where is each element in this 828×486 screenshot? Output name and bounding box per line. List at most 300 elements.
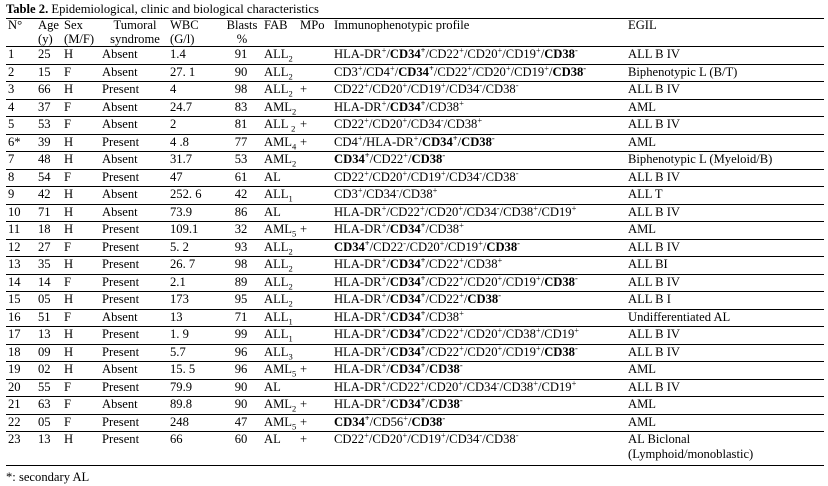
egil-classification: ALL B IV xyxy=(628,47,680,62)
cell-immunophenotypic-profile: HLA-DR+/CD22+/CD20+/CD34-/CD38+/CD19+ xyxy=(334,377,577,394)
cell-egil xyxy=(626,292,824,310)
cell-sex: H xyxy=(64,187,74,202)
marker-name: CD19 xyxy=(541,379,572,394)
marker-name: CD34 xyxy=(334,152,365,167)
cell-blasts: 86 xyxy=(234,204,248,219)
marker xyxy=(429,272,464,289)
marker-expression: + xyxy=(364,150,370,160)
header-tumoral-syndrome: Tumoral syndrome xyxy=(110,18,160,46)
marker xyxy=(334,377,387,394)
marker xyxy=(467,342,503,359)
cell-egil xyxy=(626,117,824,135)
cell-fab xyxy=(262,414,298,432)
cell-sex: H xyxy=(64,292,74,307)
cell-egil xyxy=(626,309,824,327)
marker-name: CD38 xyxy=(505,327,536,342)
marker xyxy=(334,292,386,306)
marker xyxy=(390,397,426,411)
marker-name: HLA-DR xyxy=(334,327,382,342)
cell-tumoral-syndrome: Present xyxy=(102,169,140,184)
marker-expression: + xyxy=(420,290,426,300)
cell-sex: F xyxy=(64,169,72,184)
marker-expression: + xyxy=(505,62,511,73)
cell-immunophenotypic-profile: HLA-DR+/CD34+/CD22+/CD20+/CD38+/CD19+ xyxy=(334,325,580,342)
cell-fab xyxy=(262,397,298,415)
cell-sex: H xyxy=(64,134,74,149)
marker xyxy=(544,272,578,289)
cell-no: 18 xyxy=(8,344,21,359)
marker-name: CD22 xyxy=(429,274,460,289)
marker xyxy=(334,202,387,219)
marker-name: CD22 xyxy=(334,117,365,132)
marker-name: CD34 xyxy=(334,414,365,429)
cell-blasts: 98 xyxy=(234,82,248,97)
marker-name: CD22 xyxy=(429,344,460,359)
marker-expression: - xyxy=(496,202,500,213)
marker xyxy=(429,327,464,341)
marker-name: CD20 xyxy=(428,204,459,219)
cell-age: 05 xyxy=(38,414,51,429)
cell-sex: F xyxy=(64,64,72,79)
marker-expression: + xyxy=(381,325,387,335)
cell-wbc: 73.9 xyxy=(170,204,193,219)
marker-expression: + xyxy=(459,255,464,265)
fab-type: AL xyxy=(264,169,281,184)
cell-egil xyxy=(626,99,824,117)
cell-fab xyxy=(262,432,298,466)
marker-name: CD4 xyxy=(334,134,358,149)
table-row xyxy=(6,379,824,397)
marker-expression: + xyxy=(420,255,426,265)
cell-no: 1 xyxy=(8,47,15,62)
cell-fab xyxy=(262,47,298,65)
cell-wbc: 252. 6 xyxy=(170,187,202,202)
marker-expression: + xyxy=(419,202,425,213)
cell-sex: F xyxy=(64,99,72,114)
cell-mpo xyxy=(298,47,332,65)
cell-age: 71 xyxy=(38,204,51,219)
marker-name: CD20 xyxy=(372,82,403,97)
marker-name: CD34 xyxy=(366,187,397,202)
cell-sex: F xyxy=(64,397,72,412)
cell-sex: H xyxy=(64,257,74,272)
marker-expression: + xyxy=(459,290,464,300)
marker-expression: + xyxy=(533,377,538,388)
cell-no: 19 xyxy=(8,362,21,377)
cell-fab xyxy=(262,274,298,292)
marker-expression: + xyxy=(533,202,538,213)
marker xyxy=(467,257,502,271)
marker xyxy=(506,47,541,61)
marker-name: HLA-DR xyxy=(334,222,382,237)
cell-no: 22 xyxy=(8,414,21,429)
egil-classification: ALL T xyxy=(628,187,663,202)
cell-blasts: 71 xyxy=(234,309,248,324)
cell-blasts: 93 xyxy=(234,239,248,254)
marker-expression: - xyxy=(403,237,407,248)
marker-expression: + xyxy=(467,62,473,73)
cell-wbc: 26. 7 xyxy=(170,257,196,272)
marker xyxy=(544,327,579,341)
cell-egil xyxy=(626,257,824,275)
cell-sex: H xyxy=(64,47,74,62)
marker xyxy=(334,257,386,271)
marker xyxy=(373,237,407,254)
fab-subtype: 5 xyxy=(292,421,297,432)
marker xyxy=(411,432,446,446)
cell-no: 21 xyxy=(8,397,21,412)
egil-classification: ALL B IV xyxy=(628,169,680,184)
marker xyxy=(334,82,369,96)
cell-no: 20 xyxy=(8,379,21,394)
marker xyxy=(334,397,386,411)
cell-egil xyxy=(626,397,824,415)
cell-immunophenotypic-profile: HLA-DR+/CD34+/CD38+ xyxy=(334,307,464,324)
marker-expression: - xyxy=(517,237,520,248)
fab-type: AML xyxy=(264,99,292,114)
marker-name: CD4 xyxy=(366,64,390,79)
marker xyxy=(541,202,577,219)
marker xyxy=(429,397,463,411)
cell-blasts: 98 xyxy=(234,257,248,272)
marker xyxy=(449,167,483,184)
marker-name: CD34 xyxy=(389,274,421,289)
cell-fab xyxy=(262,222,298,240)
marker-name: CD19 xyxy=(505,47,536,62)
table-row xyxy=(6,274,824,292)
marker xyxy=(505,342,541,359)
cell-mpo: + xyxy=(300,222,308,237)
marker-expression: - xyxy=(479,167,483,178)
marker-expression: + xyxy=(402,167,408,178)
cell-tumoral-syndrome: Present xyxy=(102,414,140,429)
marker-expression: + xyxy=(458,377,464,388)
cell-fab xyxy=(262,117,298,135)
marker xyxy=(410,167,446,184)
cell-fab xyxy=(262,239,298,257)
cell-sex: F xyxy=(64,379,72,394)
marker-expression: + xyxy=(364,430,369,440)
cell-no: 6* xyxy=(8,134,21,149)
cell-age: 09 xyxy=(38,344,51,359)
marker-expression: - xyxy=(491,132,495,143)
cell-fab xyxy=(262,99,298,117)
fab-subtype: 2 xyxy=(288,88,293,99)
cell-wbc: 66 xyxy=(170,432,183,447)
marker xyxy=(390,47,426,61)
marker-name: CD20 xyxy=(475,64,506,79)
cell-sex: H xyxy=(64,327,74,342)
fab-type: AL xyxy=(264,204,281,219)
marker-name: HLA-DR xyxy=(334,344,382,359)
marker-expression: - xyxy=(515,430,519,440)
egil-classification: Undifferentiated AL xyxy=(628,309,731,324)
cell-mpo xyxy=(298,99,332,117)
marker xyxy=(486,82,519,96)
marker-name: CD19 xyxy=(505,344,536,359)
marker-name: CD20 xyxy=(467,274,498,289)
marker-expression: - xyxy=(515,167,519,178)
marker-expression: + xyxy=(389,62,395,73)
fab-subtype: 5 xyxy=(292,368,297,379)
characteristics-table xyxy=(6,18,824,466)
cell-age: 42 xyxy=(38,187,51,202)
marker xyxy=(389,342,426,359)
marker xyxy=(334,362,386,376)
marker xyxy=(411,117,444,131)
marker-name: CD34 xyxy=(389,99,421,114)
cell-age: 51 xyxy=(38,309,51,324)
cell-tumoral-syndrome: Absent xyxy=(102,309,138,324)
marker xyxy=(334,152,370,166)
marker-expression: + xyxy=(420,220,426,230)
marker-name: CD20 xyxy=(372,117,403,132)
cell-no: 3 xyxy=(8,82,15,97)
marker xyxy=(447,237,483,254)
cell-immunophenotypic-profile: CD34+/CD22+/CD38- xyxy=(334,150,446,167)
marker xyxy=(390,257,426,271)
marker-expression: + xyxy=(497,342,503,353)
marker xyxy=(544,342,578,359)
cell-sex: H xyxy=(64,432,74,447)
cell-age: 13 xyxy=(38,327,51,342)
table-wrapper xyxy=(6,18,824,466)
marker-expression: + xyxy=(357,185,363,195)
cell-wbc: 13 xyxy=(170,309,183,324)
marker-expression: - xyxy=(574,342,578,353)
marker-expression: - xyxy=(479,430,483,440)
marker-expression: + xyxy=(381,377,387,388)
cell-tumoral-syndrome: Present xyxy=(102,239,140,254)
marker-expression: + xyxy=(403,150,409,160)
marker-expression: + xyxy=(381,290,387,300)
marker-expression: + xyxy=(381,202,387,213)
cell-age: 25 xyxy=(38,47,51,62)
marker-expression: + xyxy=(420,97,426,108)
marker xyxy=(486,237,520,254)
marker-name: CD38 xyxy=(485,82,516,97)
cell-immunophenotypic-profile: HLA-DR+/CD34+/CD38- xyxy=(334,360,463,377)
marker-name: CD20 xyxy=(467,327,498,342)
cell-wbc: 5. 2 xyxy=(170,239,189,254)
egil-classification: ALL B IV xyxy=(628,344,680,359)
cell-mpo: + xyxy=(300,82,308,97)
marker-name: CD38 xyxy=(429,397,460,412)
cell-no: 14 xyxy=(8,274,21,289)
marker-name: CD19 xyxy=(514,64,545,79)
marker-expression: + xyxy=(458,202,464,213)
cell-no: 2 xyxy=(8,64,15,79)
marker xyxy=(503,377,538,394)
egil-classification: ALL BI xyxy=(628,257,668,272)
marker xyxy=(372,82,407,96)
cell-age: 35 xyxy=(38,257,51,272)
marker xyxy=(421,132,458,149)
marker-name: CD19 xyxy=(447,239,479,254)
marker xyxy=(411,412,446,429)
cell-immunophenotypic-profile: CD22+/CD20+/CD19+/CD34-/CD38- xyxy=(334,80,519,97)
marker xyxy=(334,47,386,61)
marker-name: CD22 xyxy=(429,47,460,62)
egil-classification: ALL B IV xyxy=(628,379,680,394)
marker-expression: + xyxy=(535,325,541,335)
marker xyxy=(334,187,363,201)
fab-type: AML xyxy=(264,134,292,149)
marker-expression: + xyxy=(364,115,369,125)
marker xyxy=(466,202,500,219)
cell-egil xyxy=(626,169,824,187)
marker-expression: + xyxy=(364,167,369,178)
egil-classification: AML xyxy=(628,222,656,237)
table-row xyxy=(6,327,824,345)
marker xyxy=(373,412,409,429)
marker-name: CD19 xyxy=(544,327,575,342)
marker-expression: + xyxy=(381,272,387,283)
fab-subtype: 1 xyxy=(288,333,293,344)
marker-name: CD38 xyxy=(467,292,499,307)
marker-name: CD19 xyxy=(505,274,536,289)
marker-expression: + xyxy=(571,377,577,388)
marker xyxy=(334,167,369,184)
cell-mpo xyxy=(298,239,332,257)
marker-expression: + xyxy=(364,237,370,248)
marker-name: CD34 xyxy=(398,64,429,79)
cell-egil xyxy=(626,362,824,380)
marker-expression: + xyxy=(459,220,464,230)
fab-subtype: 2 xyxy=(292,158,297,169)
marker-expression: + xyxy=(381,45,387,55)
marker-name: CD22 xyxy=(373,152,404,167)
cell-tumoral-syndrome: Present xyxy=(102,134,140,149)
cell-tumoral-syndrome: Absent xyxy=(102,47,138,62)
marker xyxy=(544,47,578,61)
fab-type: ALL xyxy=(264,292,289,307)
cell-immunophenotypic-profile: HLA-DR+/CD34+/CD38+ xyxy=(334,220,464,237)
marker-name: CD56 xyxy=(373,414,404,429)
cell-egil xyxy=(626,152,824,170)
cell-egil xyxy=(626,274,824,292)
cell-no: 17 xyxy=(8,327,21,342)
fab-subtype: 2 xyxy=(288,298,293,309)
marker-expression: + xyxy=(535,342,541,353)
cell-tumoral-syndrome: Absent xyxy=(102,397,138,412)
cell-no: 23 xyxy=(8,432,21,447)
cell-wbc: 1. 9 xyxy=(170,327,189,342)
cell-blasts: 90 xyxy=(234,379,248,394)
marker-name: CD38 xyxy=(486,239,518,254)
marker xyxy=(372,117,407,131)
fab-type: AML xyxy=(264,152,292,167)
marker xyxy=(466,377,500,394)
cell-mpo xyxy=(298,327,332,345)
cell-mpo xyxy=(298,64,332,82)
marker-expression: + xyxy=(459,45,464,55)
marker-name: CD34 xyxy=(389,362,421,377)
cell-fab xyxy=(262,134,298,152)
marker xyxy=(429,97,464,114)
cell-age: 27 xyxy=(38,239,51,254)
cell-sex: H xyxy=(64,344,74,359)
cell-blasts: 83 xyxy=(234,99,248,114)
fab-type: AL xyxy=(264,432,281,447)
cell-age: 54 xyxy=(38,169,51,184)
marker-name: CD34 xyxy=(449,432,480,447)
marker xyxy=(429,362,463,376)
marker xyxy=(334,117,369,131)
cell-tumoral-syndrome: Absent xyxy=(102,117,138,132)
marker-expression: - xyxy=(440,115,444,125)
marker-name: CD19 xyxy=(410,169,441,184)
marker-expression: + xyxy=(381,342,387,353)
table-row xyxy=(6,257,824,275)
cell-sex: H xyxy=(64,152,74,167)
cell-blasts: 95 xyxy=(234,292,248,307)
marker-expression: + xyxy=(381,360,387,370)
marker-expression: + xyxy=(413,132,419,143)
table-caption xyxy=(6,2,319,17)
marker-name: HLA-DR xyxy=(334,204,382,219)
table-row xyxy=(6,222,824,240)
cell-age: 37 xyxy=(38,99,51,114)
cell-tumoral-syndrome: Present xyxy=(102,274,140,289)
marker xyxy=(541,377,577,394)
marker-name: CD20 xyxy=(409,239,440,254)
header-age: Age (y) xyxy=(38,18,59,46)
marker-expression: - xyxy=(396,185,400,195)
cell-no: 4 xyxy=(8,99,15,114)
cell-no: 13 xyxy=(8,257,21,272)
marker-name: HLA-DR xyxy=(366,134,414,149)
footnote: *: secondary AL xyxy=(6,470,90,484)
marker-expression: + xyxy=(420,272,426,283)
fab-type: AML xyxy=(264,222,292,237)
marker-name: CD38 xyxy=(402,187,433,202)
marker-expression: - xyxy=(459,395,463,405)
cell-fab xyxy=(262,379,298,397)
marker-expression: + xyxy=(478,237,483,248)
cell-tumoral-syndrome: Present xyxy=(102,432,140,447)
marker-expression: - xyxy=(515,80,519,90)
marker xyxy=(334,62,363,79)
marker-name: HLA-DR xyxy=(334,99,382,114)
cell-sex: F xyxy=(64,117,72,132)
marker xyxy=(429,222,464,236)
cell-no: 5 xyxy=(8,117,15,132)
marker-name: CD34 xyxy=(389,292,421,307)
marker xyxy=(485,167,519,184)
cell-wbc: 173 xyxy=(170,292,189,307)
cell-egil xyxy=(626,239,824,257)
fab-type: AL xyxy=(264,379,281,394)
fab-type: ALL xyxy=(264,187,289,202)
fab-type: ALL xyxy=(264,257,289,272)
cell-blasts: 61 xyxy=(234,169,248,184)
fab-type: AML xyxy=(264,414,292,429)
cell-tumoral-syndrome: Present xyxy=(102,222,140,237)
marker xyxy=(428,377,464,394)
marker xyxy=(429,342,464,359)
marker xyxy=(514,62,549,79)
marker-name: CD38 xyxy=(411,152,443,167)
marker-expression: + xyxy=(459,325,464,335)
marker xyxy=(506,327,541,341)
cell-immunophenotypic-profile: CD34+/CD22-/CD20+/CD19+/CD38- xyxy=(334,237,520,254)
cell-egil xyxy=(626,432,824,466)
cell-fab xyxy=(262,327,298,345)
marker xyxy=(334,307,387,324)
egil-classification: AML xyxy=(628,397,656,412)
egil-classification: ALL B I xyxy=(628,292,671,307)
